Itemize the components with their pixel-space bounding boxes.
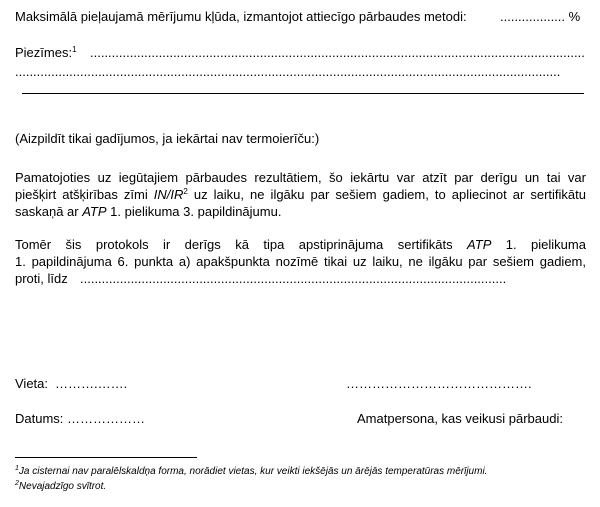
notes-rule (22, 93, 584, 94)
footnote-ref-2: 2 (183, 187, 188, 196)
footnote-1-text: Ja cisternai nav paralēlskaldņa forma, norādiet vietas, kur veikti iekšējās un ārējās temperatūras mērījumi. (18, 466, 488, 477)
place-label: Vieta: (15, 376, 49, 391)
valid-until-field[interactable] (80, 271, 586, 286)
condition-note: (Aizpildīt tikai gadījumos, ja iekārtai nav termoierīču:) (15, 131, 320, 146)
max-error-dots: .................. (500, 9, 566, 24)
paragraph2-line2: 1. papildinājuma 6. punkta a) apakšpunkta nozīmē tikai uz laiku, ne ilgāku par sešiem gadiem, (15, 254, 586, 269)
footnote-ref-1: 1 (72, 45, 77, 54)
notes-label: Piezīmes: (15, 45, 73, 60)
date-field[interactable] (67, 411, 145, 426)
max-error-line (15, 9, 467, 24)
footnote-2 (15, 481, 106, 493)
max-error-label: Maksimālā pieļaujamā mērījumu kļūda, izmantojot attiecīgo pārbaudes metodi: (15, 9, 467, 24)
notes-field-line1[interactable] (90, 45, 586, 60)
paragraph2-line1 (15, 237, 586, 252)
date-dots: ……………… (67, 411, 145, 426)
signature-dots: ……………………………………. (346, 376, 532, 391)
atp-abbrev-1: ATP (82, 204, 107, 219)
official-label: Amatpersona, kas veikusi pārbaudi: (357, 411, 563, 426)
place-dots: ……….……. (55, 376, 128, 391)
atp-abbrev-2: ATP (467, 237, 492, 252)
footnote-1 (15, 466, 487, 478)
valid-until-dots: ...................................................................................................................... (80, 271, 507, 286)
paragraph1-line3 (15, 204, 586, 219)
notes-dots-2: ....................................................................................................................................................... (15, 64, 561, 79)
footnote-2-text: Nevajadzīgo svītrot. (18, 481, 107, 492)
max-error-value-field[interactable] (500, 9, 580, 24)
p2-line1-post: 1. pielikuma (505, 237, 586, 252)
p1-line3-post: 1. pielikuma 3. papildinājumu. (110, 204, 282, 219)
footnote-2-num: 2 (15, 480, 19, 487)
p1-line3-pre: saskaņā ar (15, 204, 79, 219)
place-field[interactable] (55, 376, 127, 391)
paragraph1-line1: Pamatojoties uz iegūtajiem pārbaudes rezultātiem, šo iekārtu var atzīt par derīgu un tai var (15, 170, 586, 185)
date-label: Datums: (15, 411, 64, 426)
in-ir-mark-text: IN/IR (153, 187, 184, 202)
signature-line[interactable] (346, 376, 532, 391)
p2-line1-pre: Tomēr šis protokols ir derīgs kā tipa apstiprinājuma sertifikāts (15, 237, 453, 252)
notes-label-line (15, 45, 77, 60)
paragraph2-line3-label: proti, līdz (15, 271, 68, 286)
in-ir-mark (154, 187, 188, 202)
p1-line2-pre: piešķirt atšķirības zīmi (15, 187, 148, 202)
notes-field-line2[interactable] (15, 64, 586, 79)
paragraph1-line2 (15, 187, 586, 202)
footnote-separator (15, 457, 197, 458)
notes-dots-1: ......................................................................................................................................... (90, 45, 585, 60)
percent-unit: % (568, 9, 581, 24)
footnote-1-num: 1 (15, 465, 19, 472)
p1-line2-post: uz laiku, ne ilgāku par sešiem gadiem, to apliecinot ar sertifikātu (193, 187, 586, 202)
